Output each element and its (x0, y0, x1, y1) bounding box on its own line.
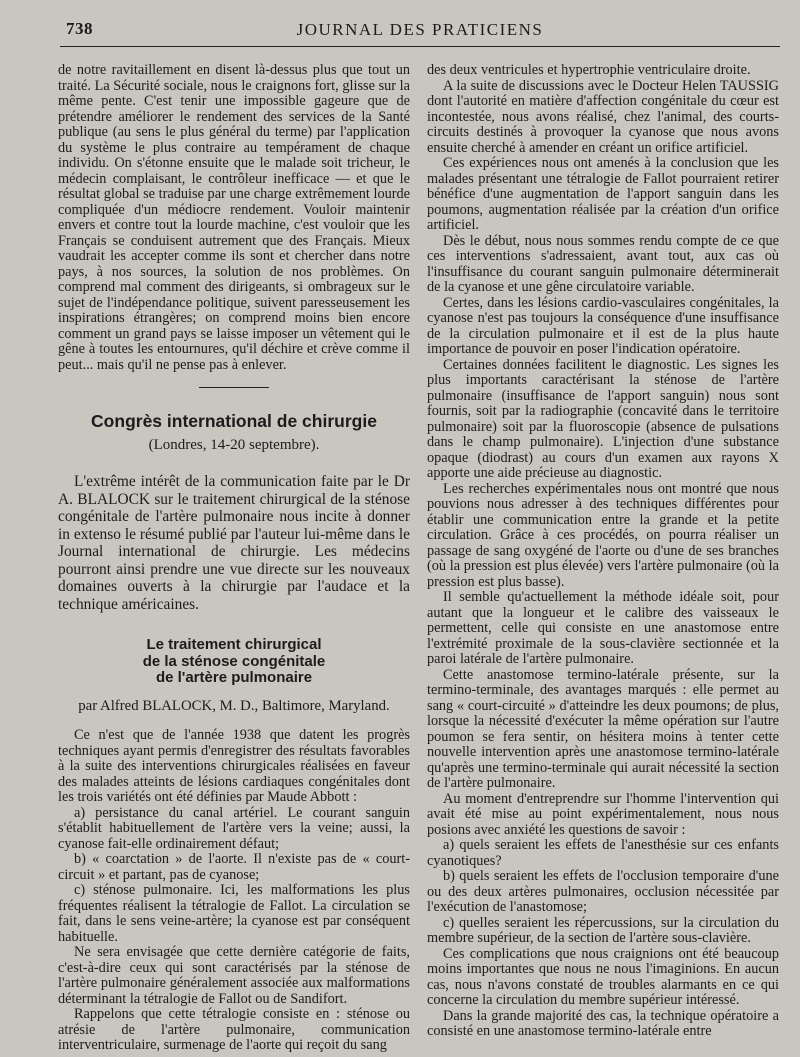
paragraph: c) sténose pulmonaire. Ici, les malformations les plus fréquentes réalisent la tétralogie de Fallot. La circulation se fait, dans le sens veine-artère; la cyanose est par conséquent habituelle. (58, 882, 410, 945)
paragraph: b) « coarctation » de l'aorte. Il n'existe pas de « court-circuit » et partant, pas de cyanose; (58, 851, 410, 883)
paragraph: a) quels seraient les effets de l'anesthésie sur ces enfants cyanotiques? (427, 837, 779, 869)
section-subtitle: (Londres, 14-20 septembre). (148, 436, 320, 453)
paragraph: b) quels seraient les effets de l'occlusion temporaire d'une ou des deux artères pulmonaires, occlusion nécessitée par l'exécution de l'anastomose; (427, 868, 779, 915)
author-byline: par Alfred BLALOCK, M. D., Baltimore, Maryland. (78, 697, 390, 714)
editor-introduction: L'extrême intérêt de la communication faite par le Dr A. BLALOCK sur le traitement chirurgical de la sténose congénitale de l'artère pulmonaire nous incite à donner in extenso le résumé publié par l'auteur lui-même dans le Journal international de chirurgie. Les médecins pourront ainsi prendre une vue directe sur les nouveaux domaines ouverts à la chirurgie par l'audace et la technique américaines. (58, 473, 410, 613)
paragraph: Cette anastomose termino-latérale présente, sur la termino-terminale, des avantages marqués : elle permet au sang « court-circuité » d'atteindre les deux poumons; de plus, lorsque la nécessité d'exécuter la même opération sur l'autre poumon se fera sentir, on hésitera moins à tenter cette nouvelle intervention après une anastomose termino-latérale qu'après une termino-terminale qui aurait nécessité la section de l'artère pulmonaire. (427, 666, 779, 791)
paragraph: Ne sera envisagée que cette dernière catégorie de faits, c'est-à-dire ceux qui sont caractérisés par la sténose de l'artère pulmonaire généralement associée aux malformations déterminant la tétralogie de Fallot ou de Sandifort. (58, 944, 410, 1007)
page-header (60, 18, 780, 47)
paragraph: a) persistance du canal artériel. Le courant sanguin s'établit habituellement de l'artère vers la veine; aussi, la cyanose fait-elle ordinairement défaut; (58, 804, 410, 852)
paragraph: Il semble qu'actuellement la méthode idéale soit, pour autant que la longueur et le calibre des vaisseaux le permettent, celle qui consiste en une anastomose entre l'extrémité proximale de la sous-clavière sectionnée et la paroi latérale de l'artère pulmonaire. (427, 589, 779, 667)
paragraph: c) quelles seraient les répercussions, sur la circulation du membre supérieur, de la section de l'artère sous-clavière. (427, 914, 779, 946)
left-column (58, 63, 410, 1054)
paragraph: A la suite de discussions avec le Docteur Helen TAUSSIG dont l'autorité en matière d'affection congénitale du cœur est incontestée, nous avons réalisé, chez l'animal, des courts-circuits destinés à provoquer la cyanose que nous avons ensuite cherché à amender en créant un orifice artificiel. (427, 77, 779, 156)
paragraph: Ces complications que nous craignions ont été beaucoup moins importantes que nous ne nous l'imaginions. En aucun cas, nous n'avons constaté de troubles alarmants en ce qui concerne la circulation du membre supérieur intéressé. (427, 945, 779, 1008)
section-title: Congrès international de chirurgie (91, 411, 377, 431)
paragraph: de notre ravitaillement en disent là-dessus plus que tout un traité. La Sécurité sociale, nous le craignons fort, glisse sur la même pente. C'est tenir une impossible gageure que de prétendre améliorer le rendement des services de la Santé publique (au sens le plus général du terme) par l'application du système le plus contraire au tempérament de chaque individu. On s'étonne ensuite que le malade soit tricheur, le médecin complaisant, le contrôleur inefficace — et que le résultat global se traduise par une charge extrêmement lourde compliquée d'un médiocre rendement. Vouloir maintenir envers et contre tout la lourde machine, c'est vouloir que les Français se conduisent autrement que des Français. Mieux vaudrait les accepter comme ils sont et chercher dans notre pays, à nos sources, la solution de nos problèmes. On comprend mal comment des dirigeants, si ombrageux sur le sujet de l'indépendance politique, suivent paresseusement les inspirations étrangères; on comprend moins bien encore comment un grand pays se laisse imposer un vêtement qui le gêne à toutes les entournures, qu'il déchire et crève comme il peut... mais qu'il ne pense pas à enlever. (58, 62, 410, 373)
right-column (427, 63, 779, 1040)
divider (199, 387, 269, 388)
page-number: 738 (66, 19, 93, 38)
journal-title: JOURNAL DES PRATICIENS (296, 20, 544, 39)
paragraph: Les recherches expérimentales nous ont montré que nous pouvions nous adresser à des techniques différentes pour établir une communication entre la grande et la petite circulation. Grâce à ces procédés, on pourra réaliser un passage de sang oxygéné de l'aorte ou d'une de ses branches (où la pression est plus élevée) vers l'artère pulmonaire (où la pression est plus basse). (427, 480, 779, 590)
paragraph: des deux ventricules et hypertrophie ventriculaire droite. (427, 62, 751, 78)
paragraph: Au moment d'entreprendre sur l'homme l'intervention qui avait été mise au point expérimentalement, nous nous posions avec anxiété les questions de savoir : (427, 790, 779, 838)
article-title: Le traitement chirurgical de la sténose congénitale de l'artère pulmonaire (142, 636, 326, 686)
paragraph: Dans la grande majorité des cas, la technique opératoire a consisté en une anastomose termino-latérale entre (427, 1007, 779, 1039)
paragraph: Dès le début, nous nous sommes rendu compte de ce que ces interventions s'adressaient, avant tout, aux cas où l'insuffisance du courant sanguin pulmonaire déterminerait de la cyanose et une gêne circulatoire variable. (427, 232, 779, 295)
paragraph: Ce n'est que de l'année 1938 que datent les progrès techniques ayant permis d'enregistrer des résultats favorables à la suite des interventions chirurgicales réalisées en faveur des malades atteints de lésions cardiaques congénitales dont les trois variétés ont été définies par Maude Abbott : (58, 727, 410, 805)
paragraph: Ces expériences nous ont amenés à la conclusion que les malades présentant une tétralogie de Fallot pourraient retirer bénéfice d'une augmentation de l'apport sanguin dans les poumons, augmentation réalisée par la création d'un orifice artificiel. (427, 155, 779, 233)
paragraph: Certaines données facilitent le diagnostic. Les signes les plus importants caractérisant la sténose de l'artère pulmonaire (insuffisance de l'apport sanguin) nous sont fournis, soit par la radiographie (concavité dans le territoire pulmonaire) soit par la fluoroscopie (absence de pulsations dans le champ pulmonaire). L'injection d'une substance opaque (diodrast) au cours d'un examen aux rayons X apporte une aide précieuse au diagnostic. (427, 356, 779, 481)
paragraph: Rappelons que cette tétralogie consiste en : sténose ou atrésie de l'artère pulmonaire, communication interventriculaire, surmenage de l'aorte qui reçoit du sang (58, 1006, 410, 1053)
paragraph: Certes, dans les lésions cardio-vasculaires congénitales, la cyanose n'est pas toujours la conséquence d'une insuffisance de la circulation pulmonaire et il est de la plus haute importance de pouvoir en poser l'indication opératoire. (427, 294, 779, 357)
